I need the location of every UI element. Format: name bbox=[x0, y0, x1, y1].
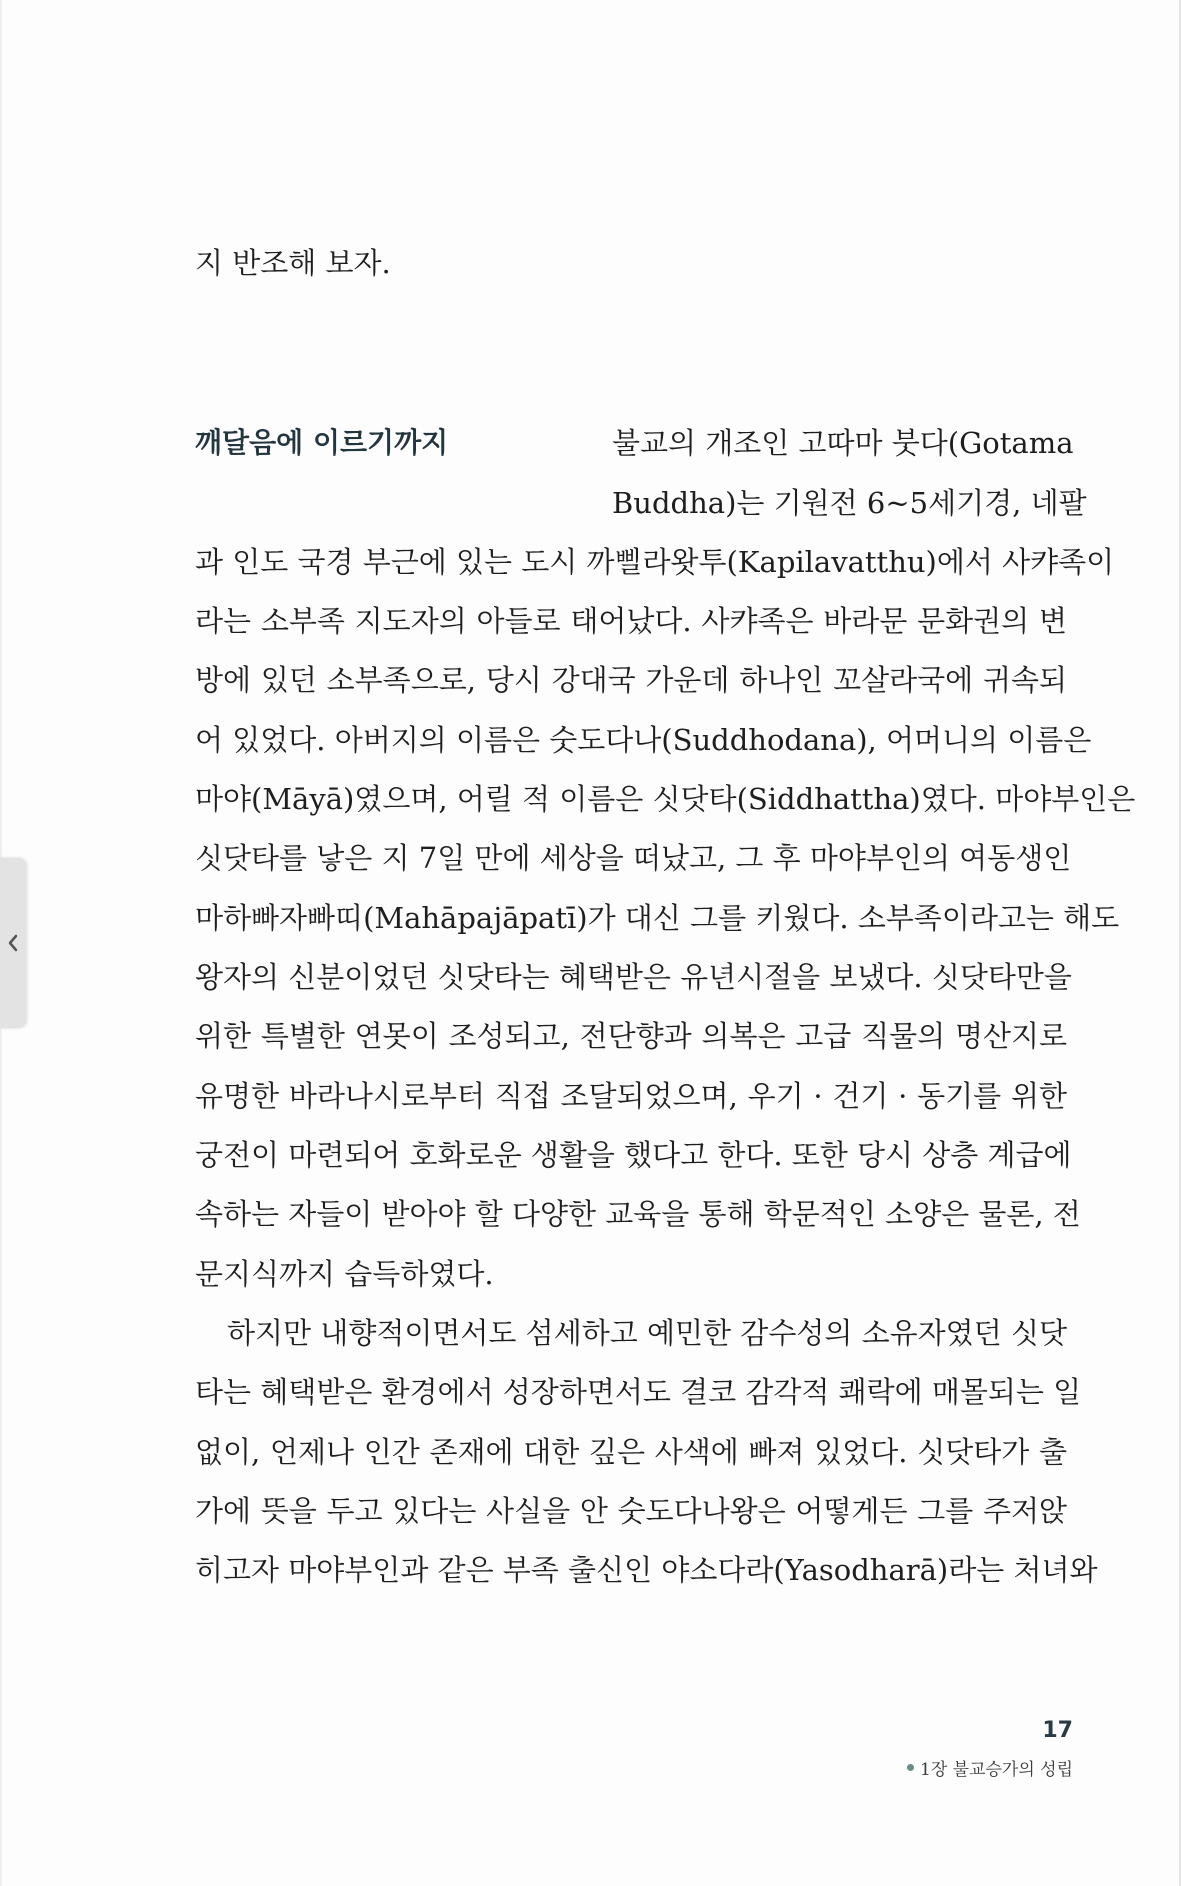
body-line: 라는 소부족 지도자의 아들로 태어났다. 사캬족은 바라문 문화권의 변 bbox=[195, 604, 1067, 638]
heading-follow-line-2: Buddha)는 기원전 6~5세기경, 네팔 bbox=[612, 486, 1087, 520]
running-footer-text: 1장 불교승가의 성립 bbox=[920, 1760, 1073, 1780]
section-heading: 깨달음에 이르기까지 bbox=[195, 426, 449, 459]
running-footer bbox=[907, 1755, 1073, 1780]
chevron-left-icon bbox=[7, 934, 19, 952]
body-line: 과 인도 국경 부근에 있는 도시 까삘라왓투(Kapilavatthu)에서 사캬족이 bbox=[195, 545, 1115, 579]
body-line: 싯닷타를 낳은 지 7일 만에 세상을 떠났고, 그 후 마야부인의 여동생인 bbox=[195, 841, 1072, 875]
body-line: 가에 뜻을 두고 있다는 사실을 안 숫도다나왕은 어떻게든 그를 주저앉 bbox=[195, 1494, 1067, 1528]
body-line: 어 있었다. 아버지의 이름은 숫도다나(Suddhodana), 어머니의 이름은 bbox=[195, 723, 1092, 757]
intro-line: 지 반조해 보자. bbox=[195, 246, 391, 280]
body-line: 왕자의 신분이었던 싯닷타는 혜택받은 유년시절을 보냈다. 싯닷타만을 bbox=[195, 960, 1072, 994]
body-line: 유명한 바라나시로부터 직접 조달되었으며, 우기 · 건기 · 동기를 위한 bbox=[195, 1079, 1067, 1113]
footer-bullet-icon bbox=[907, 1764, 914, 1771]
body-line: 궁전이 마련되어 호화로운 생활을 했다고 한다. 또한 당시 상층 계급에 bbox=[195, 1138, 1072, 1172]
heading-follow-line-1: 불교의 개조인 고따마 붓다(Gotama bbox=[612, 426, 1074, 460]
body-line: 타는 혜택받은 환경에서 성장하면서도 결코 감각적 쾌락에 매몰되는 일 bbox=[195, 1375, 1082, 1409]
body-line: 하지만 내향적이면서도 섬세하고 예민한 감수성의 소유자였던 싯닷 bbox=[227, 1316, 1067, 1350]
body-line: 마야(Māyā)였으며, 어릴 적 이름은 싯닷타(Siddhattha)였다. 마야부인은 bbox=[195, 782, 1136, 816]
body-line: 방에 있던 소부족으로, 당시 강대국 가운데 하나인 꼬살라국에 귀속되 bbox=[195, 663, 1067, 697]
body-line: 위한 특별한 연못이 조성되고, 전단향과 의복은 고급 직물의 명산지로 bbox=[195, 1019, 1067, 1053]
body-line: 마하빠자빠띠(Mahāpajāpatī)가 대신 그를 키웠다. 소부족이라고는 해도 bbox=[195, 901, 1120, 935]
prev-page-button[interactable] bbox=[0, 858, 26, 1028]
body-line: 히고자 마야부인과 같은 부족 출신인 야소다라(Yasodharā)라는 처녀와 bbox=[195, 1553, 1098, 1587]
body-line: 문지식까지 습득하였다. bbox=[195, 1257, 494, 1291]
body-line: 없이, 언제나 인간 존재에 대한 깊은 사색에 빠져 있었다. 싯닷타가 출 bbox=[195, 1435, 1067, 1469]
body-line: 속하는 자들이 받아야 할 다양한 교육을 통해 학문적인 소양은 물론, 전 bbox=[195, 1197, 1081, 1231]
page-number: 17 bbox=[1042, 1718, 1073, 1743]
